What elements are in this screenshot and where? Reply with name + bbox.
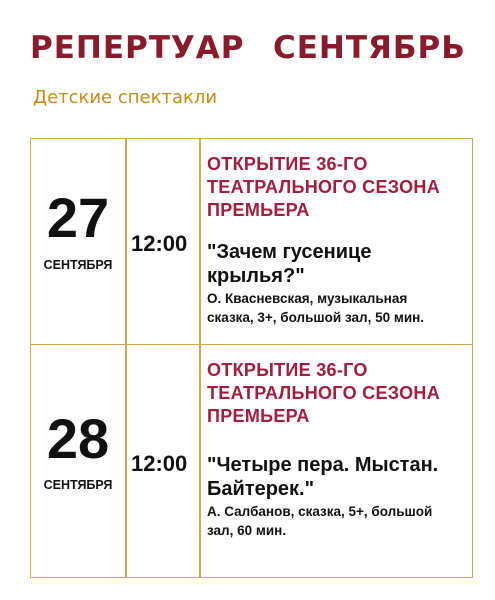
page-header	[30, 28, 470, 68]
play-name-line: крылья?"	[207, 265, 305, 287]
play-description-line: сказка, 3+, большой зал, 50 мин.	[207, 310, 425, 325]
date-cell	[31, 139, 125, 344]
event-title-line: ПРЕМЬЕРА	[207, 406, 310, 426]
play-description	[207, 289, 468, 327]
play-description-line: зал, 60 мин.	[207, 523, 287, 538]
play-name	[207, 453, 468, 501]
play-name	[207, 240, 468, 288]
event-title	[207, 359, 468, 428]
time-cell	[127, 139, 199, 344]
schedule-row	[31, 344, 472, 577]
event-title-line: ТЕАТРАЛЬНОГО СЕЗОНА	[207, 383, 441, 403]
schedule-table	[30, 138, 473, 578]
repertoire-title: РЕПЕРТУАР	[30, 30, 245, 66]
event-time: 12:00	[131, 451, 188, 476]
event-title-line: ОТКРЫТИЕ 36-ГО	[207, 360, 368, 380]
event-month: СЕНТЯБРЯ	[43, 258, 113, 272]
schedule-row	[31, 139, 472, 344]
event-title-line: ПРЕМЬЕРА	[207, 200, 310, 220]
time-cell	[127, 345, 199, 577]
column-divider	[199, 139, 201, 344]
event-day: 27	[46, 186, 110, 249]
play-name-line: "Зачем гусенице	[207, 241, 372, 263]
event-time: 12:00	[131, 231, 188, 256]
event-title-line: ОТКРЫТИЕ 36-ГО	[207, 154, 368, 174]
category-subtitle: Детские спектакли	[33, 87, 218, 108]
play-description-line: А. Салбанов, сказка, 5+, большой	[207, 504, 433, 519]
event-day: 28	[46, 407, 110, 470]
date-cell	[31, 345, 125, 577]
event-title	[207, 153, 468, 222]
play-name-line: Байтерек."	[207, 478, 315, 500]
month-title: СЕНТЯБРЬ	[273, 30, 466, 66]
info-cell	[207, 345, 468, 577]
info-cell	[207, 139, 468, 344]
column-divider	[199, 345, 201, 577]
play-description	[207, 502, 468, 540]
event-title-line: ТЕАТРАЛЬНОГО СЕЗОНА	[207, 177, 441, 197]
play-description-line: О. Квасневская, музыкальная	[207, 291, 408, 306]
event-month: СЕНТЯБРЯ	[43, 478, 113, 492]
play-name-line: "Четыре пера. Мыстан.	[207, 454, 439, 476]
